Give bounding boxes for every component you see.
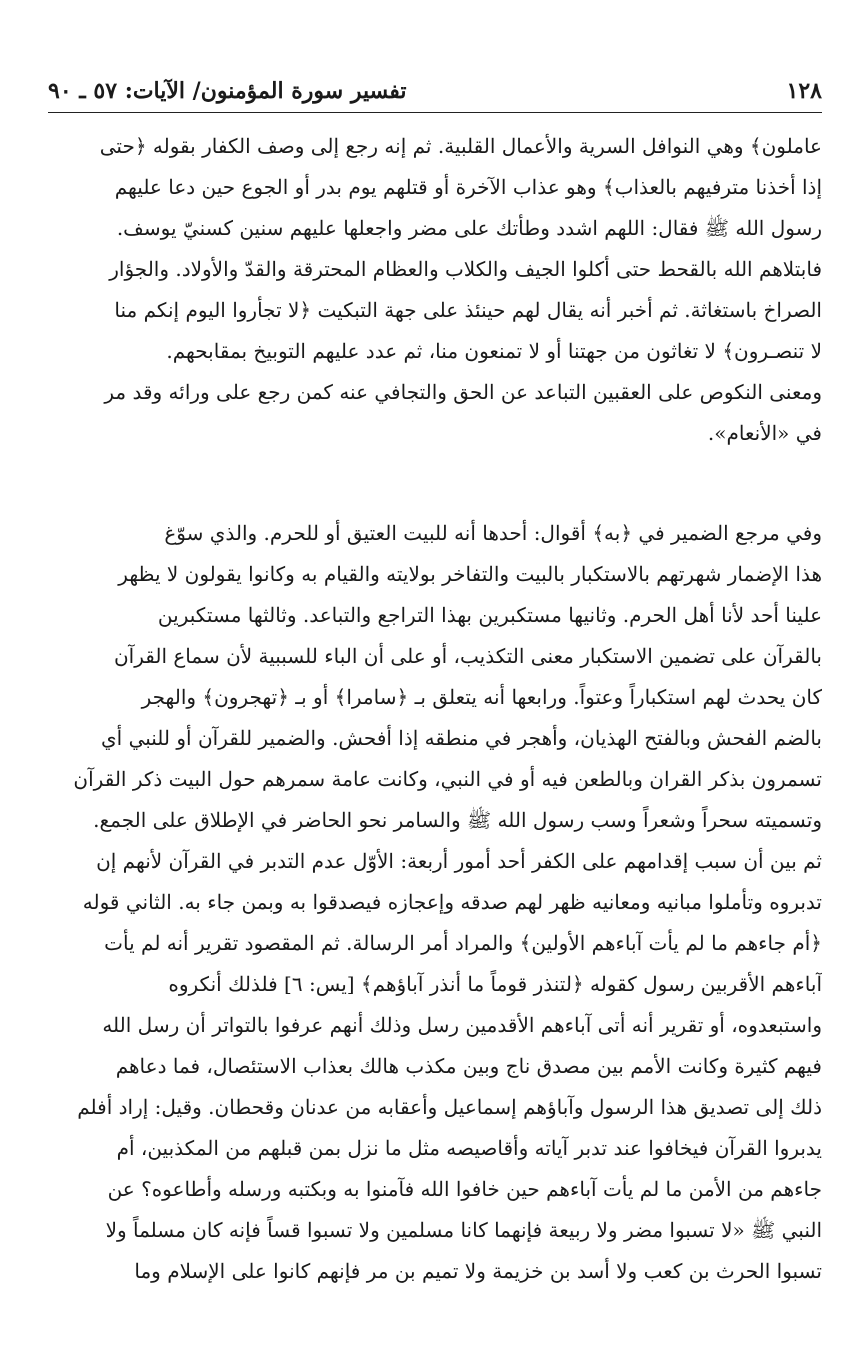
text-line: تسمرون بذكر القران وبالطعن فيه أو في النبي، وكانت عامة سمرهم حول البيت ذكر القرآن <box>73 767 822 791</box>
text-line: عاملون﴾ وهي النوافل السرية والأعمال القلبية. ثم إنه رجع إلى وصف الكفار بقوله ﴿حتى <box>99 134 822 158</box>
page-number: ١٢٨ <box>786 78 822 104</box>
text-line: جاءهم من الأمن ما لم يأت آباءهم حين خافوا الله فآمنوا به وبكتبه ورسله وأطاعوه؟ عن <box>107 1177 822 1201</box>
text-section-2 <box>48 513 822 1292</box>
text-line: فابتلاهم الله بالقحط حتى أكلوا الجيف والكلاب والعظام المحترقة والقدّ والأولاد. والجؤار <box>109 257 822 281</box>
header-rule <box>48 112 822 113</box>
text-line: في «الأنعام». <box>707 421 822 445</box>
text-line: ومعنى النكوص على العقبين التباعد عن الحق والتجافي عنه كمن رجع على ورائه وقد مر <box>104 380 822 404</box>
text-line: وتسميته سحراً وشعراً وسب رسول الله ﷺ والسامر نحو الحاضر في الإطلاق على الجمع. <box>93 808 822 832</box>
text-line: تسبوا الحرث بن كعب ولا أسد بن خزيمة ولا تميم بن مر فإنهم كانوا على الإسلام وما <box>134 1259 822 1283</box>
text-line: رسول الله ﷺ فقال: اللهم اشدد وطأتك على مضر واجعلها عليهم سنين كسنيّ يوسف. <box>116 216 822 240</box>
text-line: ثم بين أن سبب إقدامهم على الكفر أحد أمور أربعة: الأوّل عدم التدبر في القرآن لأنهم إن <box>96 849 822 873</box>
text-line: هذا الإضمار شهرتهم بالاستكبار بالبيت والتفاخر بولايته والقيام به وكانوا يقولون لا يظهر <box>118 562 822 586</box>
text-line: واستبعدوه، أو تقرير أنه أتى آباءهم الأقدمين رسل وذلك أنهم عرفوا بالتواتر أن رسل الله <box>102 1013 822 1037</box>
text-line: النبي ﷺ «لا تسبوا مضر ولا ربيعة فإنهما كانا مسلمين ولا تسبوا قساً فإنه كان مسلماً ولا <box>105 1218 822 1242</box>
text-line: بالقرآن على تضمين الاستكبار معنى التكذيب، أو على أن الباء للسببية لأن سماع القرآن <box>113 644 822 668</box>
text-line: إذا أخذنا مترفيهم بالعذاب﴾ وهو عذاب الآخرة أو قتلهم يوم بدر أو الجوع حين دعا عليهم <box>114 175 822 199</box>
text-section-1 <box>48 126 822 454</box>
text-line: يدبروا القرآن فيخافوا عند تدبر آياته وأقاصيصه مثل ما نزل بمن قبلهم من المكذبين، أم <box>116 1136 822 1160</box>
text-line: آباءهم الأقربين رسول كقوله ﴿لتنذر قوماً ما أنذر آباؤهم﴾ [يس: ٦] فلذلك أنكروه <box>168 972 822 996</box>
text-line: كان يحدث لهم استكباراً وعتواً. ورابعها أنه يتعلق بـ ﴿سامرا﴾ أو بـ ﴿تهجرون﴾ والهجر <box>141 685 822 709</box>
text-line: الصراخ باستغاثة. ثم أخبر أنه يقال لهم حينئذ على جهة التبكيت ﴿لا تجأروا اليوم إنكم منا <box>114 298 822 322</box>
page-header <box>48 72 822 104</box>
text-line: وفي مرجع الضمير في ﴿به﴾ أقوال: أحدها أنه للبيت العتيق أو للحرم. والذي سوّغ <box>164 521 822 545</box>
text-line: تدبروه وتأملوا مبانيه ومعانيه ظهر لهم صدقه وإعجازه فيصدقوا به وبمن جاء به. الثاني قوله <box>82 890 822 914</box>
text-line: ﴿أم جاءهم ما لم يأت آباءهم الأولين﴾ والمراد أمر الرسالة. ثم المقصود تقرير أنه لم يأت <box>104 931 822 955</box>
text-line: بالضم الفحش وبالفتح الهذيان، وأهجر في منطقه إذا أفحش. والضمير للقرآن أو للنبي أي <box>101 726 822 750</box>
text-line: فيهم كثيرة وكانت الأمم بين مصدق ناج وبين مكذب هالك بعذاب الاستئصال، فما دعاهم <box>115 1054 822 1078</box>
text-line: لا تنصـرون﴾ لا تغاثون من جهتنا أو لا تمنعون منا، ثم عدد عليهم التوبيخ بمقابحهم. <box>166 339 822 363</box>
running-title: تفسير سورة المؤمنون/ الآيات: ٥٧ ـ ٩٠ <box>48 78 407 104</box>
text-line: علينا أحد لأنا أهل الحرم. وثانيها مستكبرين بهذا التراجع والتباعد. وثالثها مستكبرين <box>157 603 822 627</box>
text-line: ذلك إلى تصديق هذا الرسول وآباؤهم إسماعيل وأعقابه من عدنان وقحطان. وقيل: إراد أفلم <box>77 1095 822 1119</box>
